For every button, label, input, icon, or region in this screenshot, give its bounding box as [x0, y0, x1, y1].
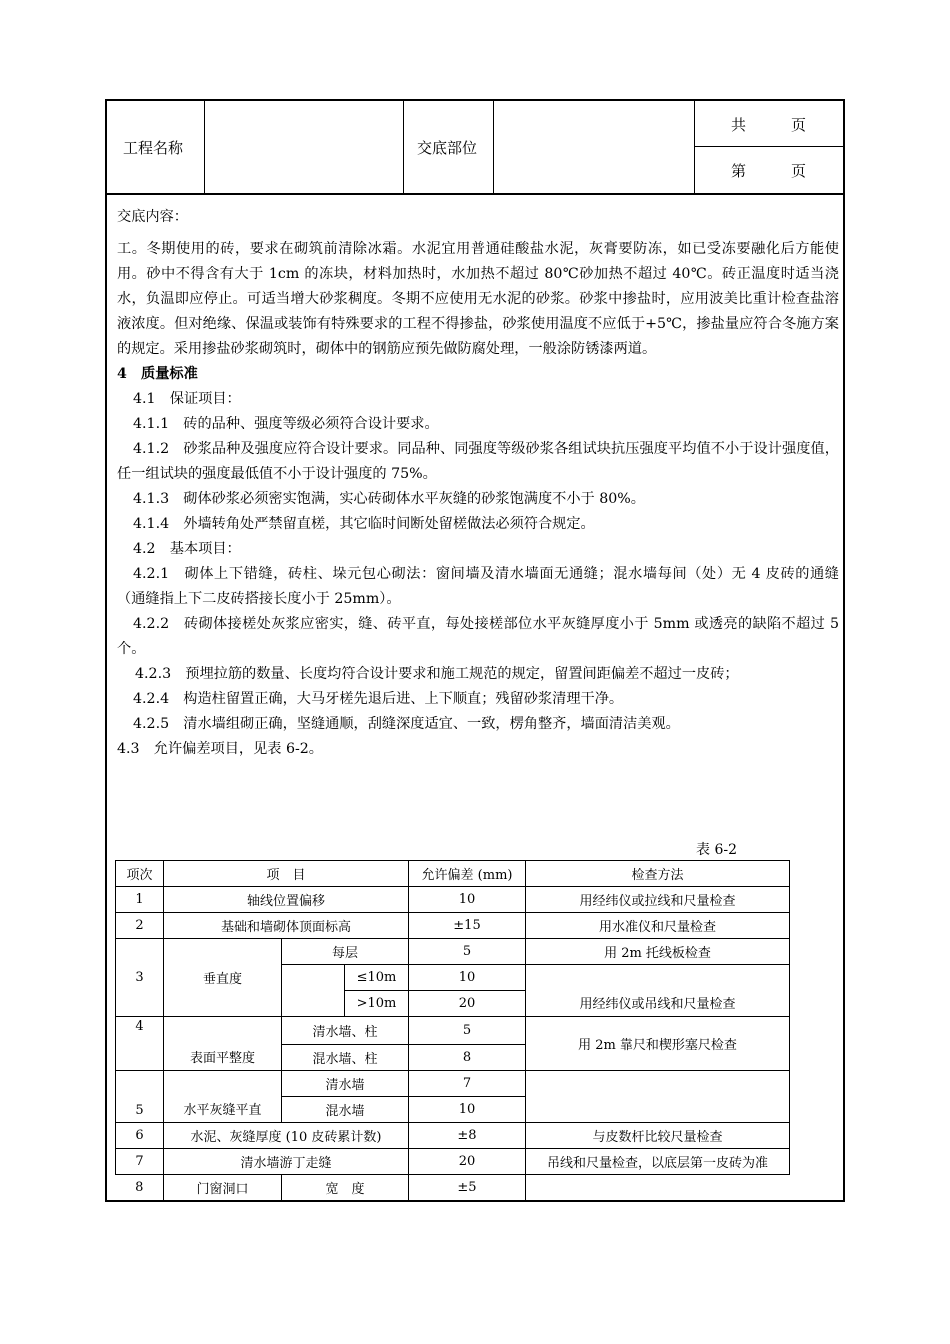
section-4-title: 4 质量标准: [117, 366, 198, 382]
cell: 5: [409, 1017, 526, 1045]
cell: 基础和墙砌体顶面标高: [164, 913, 409, 939]
cell: 10: [409, 887, 526, 913]
item-4-2-1: 4.2.1 砌体上下错缝，砖柱、垛元包心砌法：窗间墙及清水墙面无通缝；混水墙每间（处）无 4 皮砖的通缝（通缝指上下二皮砖搭接长度小于 25mm）。: [117, 566, 839, 607]
cell: ≤10m: [345, 965, 409, 991]
cell: ±15: [409, 913, 526, 939]
cell: 8: [409, 1044, 526, 1070]
cell: 门窗洞口: [164, 1174, 282, 1200]
cell: 与皮数杆比较尺量检查: [526, 1122, 790, 1148]
cell: >10m: [345, 991, 409, 1017]
table-row: [116, 1017, 790, 1045]
table-row: [116, 887, 790, 913]
item-4-2-5: 4.2.5 清水墙组砌正确，坚缝通顺，刮缝深度适宜、一致，楞角整齐，墙面清洁美观。: [133, 716, 680, 732]
table-title: 表 6-2: [696, 842, 737, 858]
cell: 20: [409, 991, 526, 1017]
cell: 7: [409, 1070, 526, 1096]
cell: 垂直度: [164, 939, 282, 1017]
cell: 3: [116, 939, 164, 1017]
cell: ±5: [409, 1174, 526, 1200]
location-label: 交底部位: [417, 138, 478, 157]
page-number-text: 第 页: [731, 161, 807, 180]
total-pages: [695, 101, 843, 147]
header-cell: 项次: [116, 861, 164, 887]
project-name-label: 工程名称: [123, 138, 184, 157]
cell: 10: [409, 1096, 526, 1122]
table-row: [116, 1122, 790, 1148]
cell: 用经纬仪或吊线和尺量检查: [526, 965, 790, 1017]
cell: 6: [116, 1122, 164, 1148]
table-row: [116, 913, 790, 939]
cell: 水泥、灰缝厚度 (10 皮砖累计数): [164, 1122, 409, 1148]
paragraph-winter: 工。冬期使用的砖，要求在砌筑前清除冰霜。水泥宜用普通硅酸盐水泥，灰膏要防冻，如已受冻要融化后方能使用。砂中不得含有大于 1cm 的冻块，材料加热时，水加热不超过 80℃砂加热不超过 40℃。砖正温度时适当浇水，负温即应停止。可适当增大砂浆稠度。冬期不应使用无水泥的砂浆。砂浆中掺盐时，应用波美比重计检查盐溶液浓度。但对绝缘、保温或装饰有特殊要求的工程不得掺盐，砂浆使用温度不应低于+5℃，掺盐量应符合冬施方案的规定。采用掺盐砂浆砌筑时，砌体中的钢筋应预先做防腐处理，一般涂防锈漆两道。: [117, 241, 839, 357]
cell: 7: [116, 1148, 164, 1174]
item-4-2-2: 4.2.2 砖砌体接槎处灰浆应密实，缝、砖平直，每处接槎部位水平灰缝厚度小于 5mm 或透亮的缺陷不超过 5 个。: [117, 616, 839, 657]
item-4-3: 4.3 允许偏差项目，见表 6-2。: [117, 741, 323, 757]
cell: 5: [116, 1070, 164, 1122]
cell: 每层: [282, 939, 409, 965]
table-row: [116, 1148, 790, 1174]
deviation-table: [115, 860, 790, 1201]
cell: [526, 1070, 790, 1122]
cell: 5: [409, 939, 526, 965]
cell: 清水墙、柱: [282, 1017, 409, 1045]
item-4-2-4: 4.2.4 构造柱留置正确，大马牙槎先退后进、上下顺直；残留砂浆清理干净。: [133, 691, 624, 707]
content-label: 交底内容：: [117, 209, 188, 225]
cell: 表面平整度: [164, 1017, 282, 1071]
cell: [116, 1044, 164, 1070]
cell: [526, 1174, 790, 1200]
cell: 宽 度: [282, 1174, 409, 1200]
cell: 用经纬仪或拉线和尺量检查: [526, 887, 790, 913]
header-cell: 项 目: [164, 861, 409, 887]
cell: 4: [116, 1017, 164, 1045]
cell: 混水墙、柱: [282, 1044, 409, 1070]
total-pages-text: 共 页: [731, 115, 807, 134]
project-name-value[interactable]: [207, 101, 397, 193]
cell: 用水准仪和尺量检查: [526, 913, 790, 939]
cell: 10: [409, 965, 526, 991]
item-4-2-3: 4.2.3 预埋拉筋的数量、长度均符合设计要求和施工规范的规定，留置间距偏差不超过一皮砖；: [135, 666, 739, 682]
cell: 用 2m 托线板检查: [526, 939, 790, 965]
table-row: [116, 939, 790, 965]
cell: 2: [116, 913, 164, 939]
location-value[interactable]: [497, 101, 687, 193]
table-row: [116, 1070, 790, 1096]
cell: 轴线位置偏移: [164, 887, 409, 913]
table-row: [116, 1174, 790, 1200]
cell: ±8: [409, 1122, 526, 1148]
cell: 混水墙: [282, 1096, 409, 1122]
item-4-1-3: 4.1.3 砌体砂浆必须密实饱满，实心砖砌体水平灰缝的砂浆饱满度不小于 80%。: [133, 491, 645, 507]
cell: [282, 965, 345, 1017]
header-cell: 允许偏差 (mm): [409, 861, 526, 887]
cell: 水平灰缝平直: [164, 1070, 282, 1122]
item-4-1-2: 4.1.2 砂浆品种及强度应符合设计要求。同品种、同强度等级砂浆各组试块抗压强度平均值不小于设计强度值，任一组试块的强度最低值不小于设计强度的 75%。: [117, 441, 839, 482]
page-number: [695, 147, 843, 193]
item-4-1-1: 4.1.1 砖的品种、强度等级必须符合设计要求。: [133, 416, 439, 432]
cell: 8: [116, 1174, 164, 1200]
disclosure-content: [117, 205, 839, 762]
header-cell: 检查方法: [526, 861, 790, 887]
cell: 清水墙游丁走缝: [164, 1148, 409, 1174]
cell: 1: [116, 887, 164, 913]
item-4-1-4: 4.1.4 外墙转角处严禁留直槎，其它临时间断处留槎做法必须符合规定。: [133, 516, 595, 532]
cell: 用 2m 靠尺和楔形塞尺检查: [526, 1017, 790, 1071]
item-4-2: 4.2 基本项目：: [133, 541, 241, 557]
form-header: [107, 101, 843, 195]
cell: 吊线和尺量检查，以底层第一皮砖为准: [526, 1148, 790, 1174]
cell: 清水墙: [282, 1070, 409, 1096]
cell: 20: [409, 1148, 526, 1174]
item-4-1: 4.1 保证项目：: [133, 391, 241, 407]
table-header-row: [116, 861, 790, 887]
